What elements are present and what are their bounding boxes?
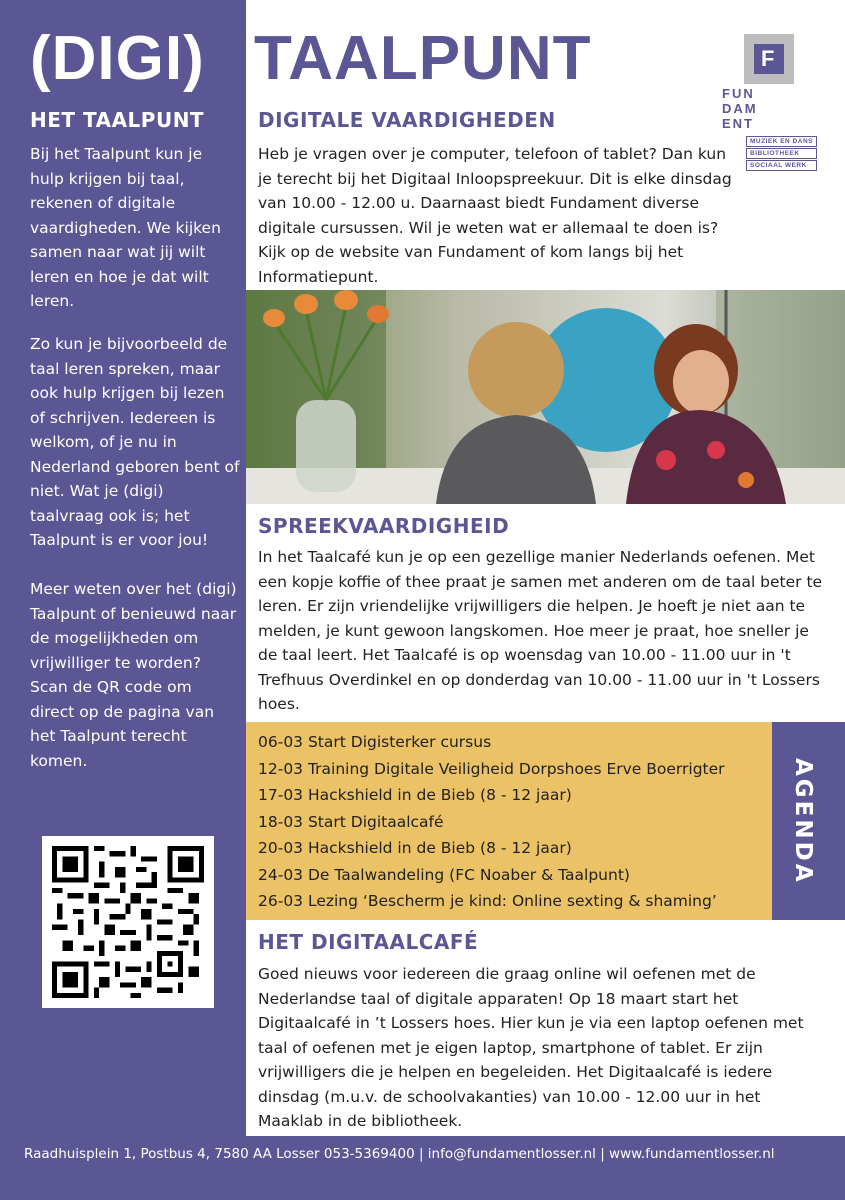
logo-word-line: FUN xyxy=(722,86,755,101)
logo-tags xyxy=(746,136,817,172)
sidebar-paragraph-intro: Bij het Taalpunt kun je hulp krijgen bij taal, rekenen of digitale vaardigheden. We kijken samen naar wat jij wilt leren en hoe je dat wilt leren. xyxy=(30,145,221,310)
logo-mark-letter: F xyxy=(761,46,775,71)
title-taalpunt: TAALPUNT xyxy=(254,24,592,93)
agenda-item: 20-03 Hackshield in de Bieb (8 - 12 jaar) xyxy=(258,839,572,857)
photo-illustration xyxy=(246,290,845,504)
text-digitale-vaardigheden: Heb je vragen over je computer, telefoon of tablet? Dan kun je terecht bij het Digitaal Inloopspreekuur. Dit is elke dinsdag van 10.00 - 12.00 u. Daarnaast biedt Fundament diverse digitale cursussen. Wil je weten wat er allemaal te doen is? Kijk op de website van Fundament of kom langs bij het Informatiepunt. xyxy=(258,145,732,286)
agenda-item: 18-03 Start Digitaalcafé xyxy=(258,812,444,831)
sidebar-paragraph-welcome: Zo kun je bijvoorbeeld de taal leren spreken, maar ook hulp krijgen bij lezen of schrijven. Iedereen is welkom, of je nu in Nederland geboren bent of niet. Wat je (digi) taalvraag ook is; het Taalpunt is er voor jou! xyxy=(30,335,240,549)
sidebar-paragraph-qr: Meer weten over het (digi) Taalpunt of benieuwd naar de mogelijkheden om vrijwilliger te worden? Scan de QR code om direct op de pagina van het Taalpunt terecht komen. xyxy=(30,580,237,770)
text-digitaalcafe: Goed nieuws voor iedereen die graag online wil oefenen met de Nederlandse taal of digitale apparaten! Op 18 maart start het Digitaalcafé in ’t Lossers hoes. Hier kun je via een laptop oefenen met taal of oefenen met je eigen laptop, smartphone of tablet. Er zijn vrijwilligers die je helpen en begeleiden. Het Digitaalcafé is iedere dinsdag (m.u.v. de schoolvakanties) van 10.00 - 12.00 uur in het Maaklab in de bibliotheek. xyxy=(258,965,804,1130)
qr-code-icon xyxy=(52,846,204,998)
agenda-item: 24-03 De Taalwandeling (FC Noaber & Taalpunt) xyxy=(258,865,630,884)
agenda-item: 06-03 Start Digisterker cursus xyxy=(258,733,492,751)
footer xyxy=(0,1136,845,1200)
qr-code[interactable] xyxy=(42,836,214,1008)
agenda-label-box xyxy=(772,722,845,920)
heading-spreekvaardigheid: SPREEKVAARDIGHEID xyxy=(258,514,510,538)
logo-word-line: ENT xyxy=(722,116,754,131)
logo-word-line: DAM xyxy=(722,101,758,116)
logo-tag: SOCIAAL WERK xyxy=(746,160,817,171)
agenda-item: 26-03 Lezing ‘Bescherm je kind: Online sexting & shaming’ xyxy=(258,892,717,910)
heading-digitale-vaardigheden: DIGITALE VAARDIGHEDEN xyxy=(258,108,556,132)
logo-tag: BIBLIOTHEEK xyxy=(746,148,817,159)
logo-wordmark xyxy=(722,86,758,131)
agenda-item: 12-03 Training Digitale Veiligheid Dorpshoes Erve Boerrigter xyxy=(258,759,725,778)
heading-digitaalcafe: HET DIGITAALCAFÉ xyxy=(258,930,479,954)
title-digi: (DIGI) xyxy=(30,24,205,93)
logo-mark xyxy=(744,34,794,84)
fundament-logo xyxy=(722,34,822,169)
logo-tag: MUZIEK EN DANS xyxy=(746,136,817,147)
agenda-item: 17-03 Hackshield in de Bieb (8 - 12 jaar) xyxy=(258,786,572,804)
agenda-label: AGENDA xyxy=(790,758,816,885)
footer-contact: Raadhuisplein 1, Postbus 4, 7580 AA Losser 053-5369400 | info@fundamentlosser.nl | www.fundamentlosser.nl xyxy=(24,1146,775,1162)
agenda-list xyxy=(246,722,772,920)
sidebar-heading: HET TAALPUNT xyxy=(30,108,205,132)
text-spreekvaardigheid: In het Taalcafé kun je op een gezellige manier Nederlands oefenen. Met een kopje koffie of thee praat je samen met anderen om de taal beter te leren. Er zijn vriendelijke vrijwilligers die helpen. Je hoeft je niet aan te melden, je kunt gewoon langskomen. Hoe meer je praat, hoe sneller je de taal leert. Het Taalcafé is op woensdag van 10.00 - 11.00 uur in 't Trefhuus Overdinkel en op donderdag van 10.00 - 11.00 uur in 't Lossers hoes. xyxy=(258,548,823,713)
photo-two-women-talking xyxy=(246,290,845,504)
